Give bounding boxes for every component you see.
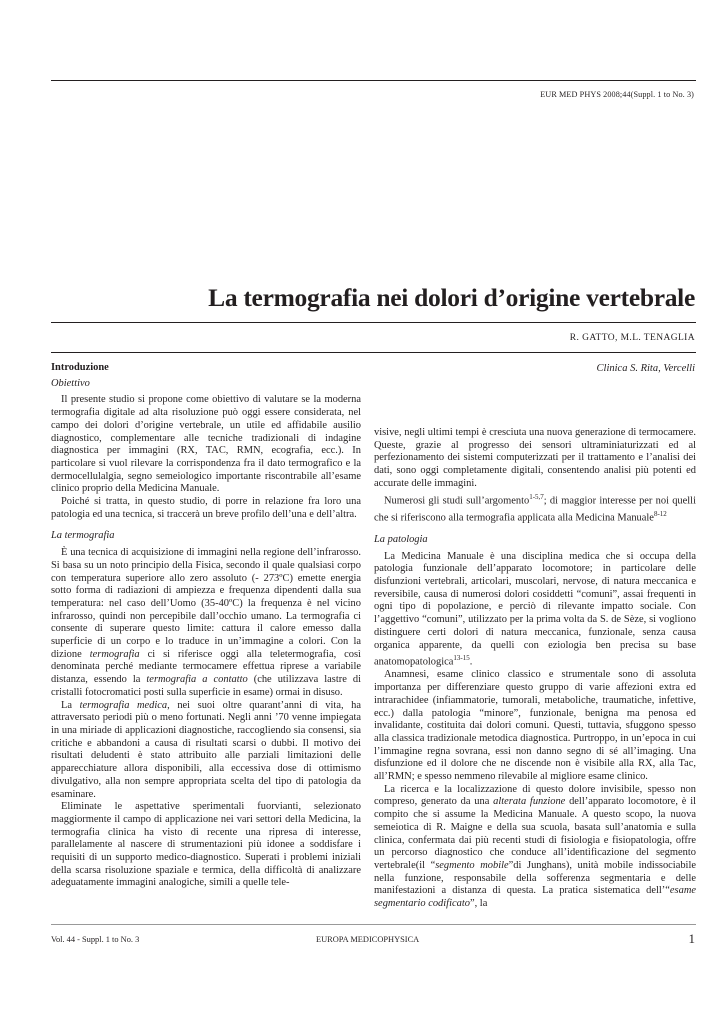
- paragraph: È una tecnica di acquisizione di immagini nella regione dell’infrarosso. Si basa su un noto principio della Fisica, secondo il quale qualsiasi corpo con temperatura superiore allo zero assoluto (- 273ºC) emette energia sotto forma di radiazioni di ampiezza e frequenza dipendenti dalla sua temperatura: nel caso dell’Uomo (35-40ºC) la frequenza è nel vicino infrarosso, quindi non percepibile dall’occhio umano. La termografia ci consente di superare questo limite: cattura il calore emesso dalla superficie di un corpo e lo traduce in un’immagine a colori. Con la dizione termografia ci si riferisce oggi alla teletermografia, così denominata perché mediante termocamere effettua riprese a variabile distanza, essendo la termografia a contatto (che utilizzava lastre di cristalli fotocromatici posti sulla superficie in esame) ormai in disuso.: [51, 547, 361, 698]
- section-heading-introduzione: Introduzione: [51, 362, 109, 373]
- left-column: [51, 362, 361, 890]
- top-rule: [51, 80, 696, 81]
- paragraph: La termografia medica, nei suoi oltre quarant’anni di vita, ha attraversato periodi più o meno fortunati. Negli anni ’70 venne impiegata in una miriade di applicazioni diagnostiche, raccogliendo sia consensi, sia critiche e abbandoni a causa di risultati scarsi o dubbi. Il motivo dei risultati deludenti è stato attribuito alle parziali limitazioni delle apparecchiature allora disponibili, alla eccessiva dose di ottimismo divulgativo, alla non sempre appropriata scelta del tipo di patologia da esaminare.: [51, 699, 361, 800]
- authors-rule: [51, 352, 696, 353]
- subheading-obiettivo: Obiettivo: [51, 377, 90, 389]
- paragraph: La Medicina Manuale è una disciplina medica che si occupa della patologia funzionale dell’apparato locomotore; in particolare delle disfunzioni vertebrali, articolari, muscolari, nervose, di natura meccanica e reversibile, causa di numerosi dolori cosiddetti “comuni”, assai frequenti in ogni tipo di popolazione, e perciò di rilevante impatto sociale. Con l’aggettivo “comuni”, utilizzato per la prima volta da S. de Sèze, si vogliono distinguere certi dolori di natura meccanica, funzionale, senza causa organica apparente, da quelli con eziologia ben precisa su base anatomopatologica$^{13-15}$.: [374, 550, 696, 668]
- footer-volume: Vol. 44 - Suppl. 1 to No. 3: [51, 935, 140, 944]
- subheading-termografia: La termografia: [51, 530, 115, 542]
- paragraph: La ricerca e la localizzazione di questo dolore invisibile, spesso non compreso, generato da una alterata funzione dell’apparato locomotore, è il compito che si assume la Medicina Manuale. A questo scopo, la nuova semeiotica di R. Maigne e della sua scuola, basata sull’anatomia e sulla clinica, confermata dai più recenti studi di fisiologia e fisiopatologia, offre un percorso diagnostico che conduce all’identificazione del segmento vertebrale(il “segmento mobile”di Junghans), unità mobile indissociabile nella funzione, responsabile della sofferenza segmentaria e delle manifestazioni a distanza di questa. La pratica sistematica dell’“esame segmentario codificato”, la: [374, 783, 696, 910]
- article-title: La termografia nei dolori d’origine vertebrale: [208, 283, 695, 312]
- right-column: [374, 427, 696, 911]
- article-affiliation: Clinica S. Rita, Vercelli: [596, 363, 695, 374]
- footer-journal: EUROPA MEDICOPHYSICA: [316, 935, 420, 944]
- paragraph: visive, negli ultimi tempi è cresciuta una nuova generazione di termocamere. Queste, grazie al progresso dei sensori ultraminiaturizzati ed al perfezionamento dei sistemi computerizzati per il trattamento e l’analisi dei dati, sono oggi completamente digitali, consentendo analisi più potenti ed accurate delle immagini.: [374, 427, 696, 489]
- subheading-patologia: La patologia: [374, 533, 428, 545]
- paragraph: Il presente studio si propone come obiettivo di valutare se la moderna termografia digitale ad alta risoluzione può oggi essere considerata, nel campo dei dolori d’origine vertebrale, un utile ed affidabile ausilio diagnostico, complementare alle tecniche tradizionali di indagine diagnostica per immagini (RX, TAC, RMN, ecografia, ecc.). In particolare si vuol rilevare la corrispondenza fra il dato termografico e la dermocellulalgia, segno semeiologico importante riscontrabile all’esame clinico proprio della Medicina Manuale.: [51, 394, 361, 495]
- article-authors: R. GATTO, M.L. TENAGLIA: [569, 333, 695, 343]
- page-number: 1: [688, 931, 695, 946]
- paragraph: Numerosi gli studi sull’argomento$^{1-5,7}$; di maggior interesse per noi quelli che si riferiscono alla termografia applicata alla Medicina Manuale$^{8-12}$: [374, 492, 696, 524]
- paragraph: Eliminate le aspettative sperimentali fuorvianti, selezionato maggiormente il campo di applicazione nei vari settori della Medicina, la termografia clinica ha visto di recente una ripresa di interesse, parallelamente al nascere di strumentazioni più idonee a soddisfare i requisiti di un supporto medico-diagnostico. Superati i problemi iniziali della scarsa risoluzione spaziale e termica, della difficoltà di analizzare adeguatamente immagini analogiche, simili a quelle tele-: [51, 801, 361, 889]
- footer-rule: [51, 924, 696, 925]
- paragraph: Poiché si tratta, in questo studio, di porre in relazione fra loro una patologia ed una tecnica, si traccerà un breve profilo dell’una e dell’altra.: [51, 496, 361, 520]
- paragraph: Anamnesi, esame clinico classico e strumentale sono di assoluta importanza per differenziare questo gruppo di varie affezioni extra ed intrarachidee (infiammatorie, tumorali, metaboliche, traumatiche, infettive, ecc.) dalla patologia “minore”, funzionale, benigna ma penosa ed invalidante, costituita dai dolori comuni. Questi, tuttavia, sfuggono spesso alla classica tradizionale metodica diagnostica. Purtroppo, in un’epoca in cui l’immagine regna sovrana, essi non danno segno di sé all’imaging. Una disfunzione ed il dolore che ne discende non è visibile alla RX, alla Tac, all’RMN; e spesso nemmeno rilevabile al migliore esame clinico.: [374, 669, 696, 783]
- title-rule: [51, 322, 696, 323]
- journal-reference: EUR MED PHYS 2008;44(Suppl. 1 to No. 3): [540, 90, 694, 99]
